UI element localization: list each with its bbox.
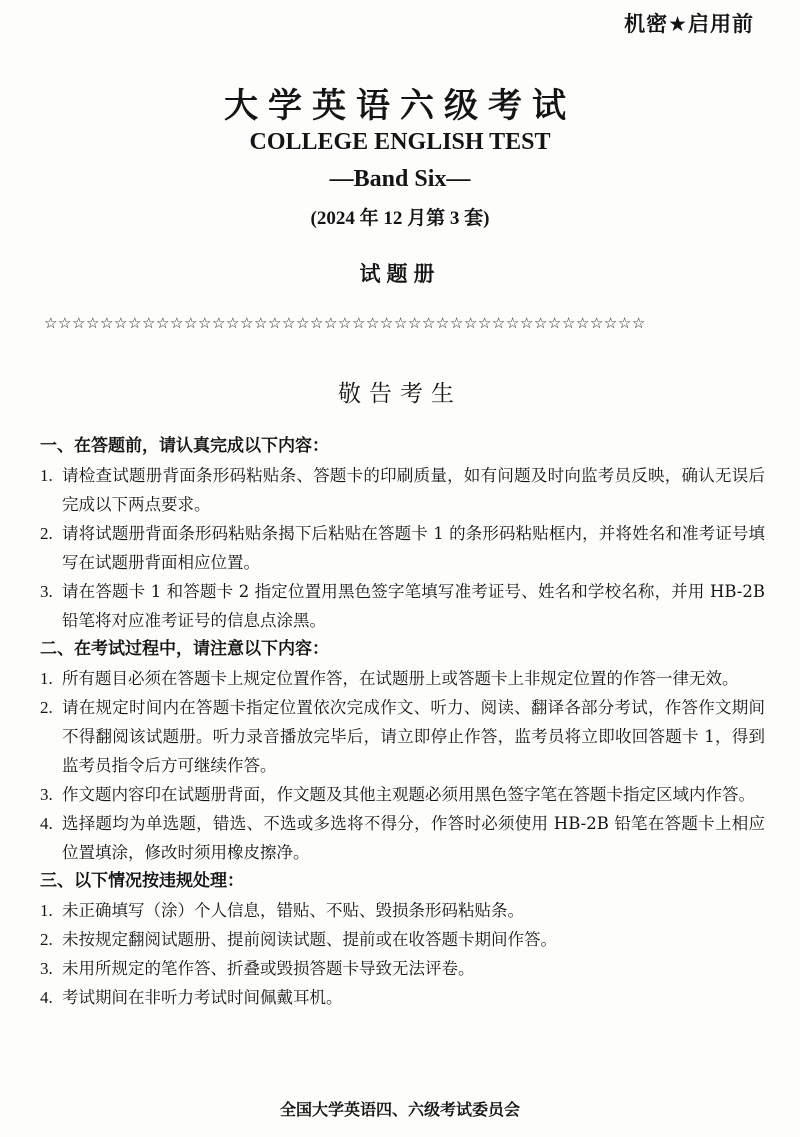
section-during-exam [40,635,765,867]
item-text: 未用所规定的笔作答、折叠或毁损答题卡导致无法评卷。 [62,959,475,978]
item-text: 未正确填写（涂）个人信息，错贴、不贴、毁损条形码粘贴条。 [62,901,524,920]
item-number: 2. [40,930,53,949]
item-number: 3. [40,959,53,978]
item-number: 2. [40,524,53,543]
item-number: 1. [40,669,53,688]
list-item [40,954,765,983]
list-item [40,577,765,635]
list-item [40,519,765,577]
item-text: 请检查试题册背面条形码粘贴条、答题卡的印刷质量，如有问题及时向监考员反映，确认无误后完成以下两点要求。 [62,466,765,514]
item-text: 请将试题册背面条形码粘贴条揭下后粘贴在答题卡 1 的条形码粘贴框内，并将姓名和准考证号填写在试题册背面相应位置。 [62,524,765,572]
section-heading: 一、在答题前，请认真完成以下内容： [40,436,329,456]
item-number: 3. [40,785,53,804]
list-item [40,896,765,925]
confidential-stamp: 机密★启用前 [624,12,754,36]
item-number: 1. [40,901,53,920]
list-item [40,664,765,693]
exam-title-chinese: 大学英语六级考试 [224,86,576,126]
section-violations [40,867,765,1012]
list-item [40,925,765,954]
item-number: 2. [40,698,53,717]
star-divider: ☆☆☆☆☆☆☆☆☆☆☆☆☆☆☆☆☆☆☆☆☆☆☆☆☆☆☆☆☆☆☆☆☆☆☆☆☆☆☆☆☆☆☆ [44,314,646,332]
notice-title: 敬告考生 [338,381,462,407]
list-item [40,809,765,867]
section-heading: 二、在考试过程中，请注意以下内容： [40,639,329,659]
item-number: 4. [40,814,53,833]
exam-band: —Band Six— [329,166,471,192]
item-number: 3. [40,582,53,601]
list-item [40,461,765,519]
list-item [40,693,765,780]
section-before-exam [40,432,765,635]
booklet-label: 试题册 [359,262,441,286]
issuing-committee: 全国大学英语四、六级考试委员会 [279,1100,520,1119]
item-text: 选择题均为单选题，错选、不选或多选将不得分，作答时必须使用 HB-2B 铅笔在答题卡上相应位置填涂，修改时须用橡皮擦净。 [62,814,765,862]
item-text: 作文题内容印在试题册背面，作文题及其他主观题必须用黑色签字笔在答题卡指定区域内作答。 [62,785,755,804]
notice-body [40,432,765,1012]
item-text: 未按规定翻阅试题册、提前阅读试题、提前或在收答题卡期间作答。 [62,930,557,949]
item-text: 考试期间在非听力考试时间佩戴耳机。 [62,988,343,1007]
list-item [40,780,765,809]
list-item [40,983,765,1012]
item-text: 所有题目必须在答题卡上规定位置作答，在试题册上或答题卡上非规定位置的作答一律无效。 [62,669,739,688]
exam-title-english: COLLEGE ENGLISH TEST [249,129,551,155]
item-number: 4. [40,988,53,1007]
item-text: 请在规定时间内在答题卡指定位置依次完成作文、听力、阅读、翻译各部分考试，作答作文期间不得翻阅该试题册。听力录音播放完毕后，请立即停止作答，监考员将立即收回答题卡 1，得到监考员指令后方可继续作答。 [62,698,765,775]
item-number: 1. [40,466,53,485]
item-text: 请在答题卡 1 和答题卡 2 指定位置用黑色签字笔填写准考证号、姓名和学校名称，并用 HB-2B 铅笔将对应准考证号的信息点涂黑。 [62,582,765,630]
section-heading: 三、以下情况按违规处理： [40,871,244,891]
exam-edition: (2024 年 12 月第 3 套) [310,208,490,229]
